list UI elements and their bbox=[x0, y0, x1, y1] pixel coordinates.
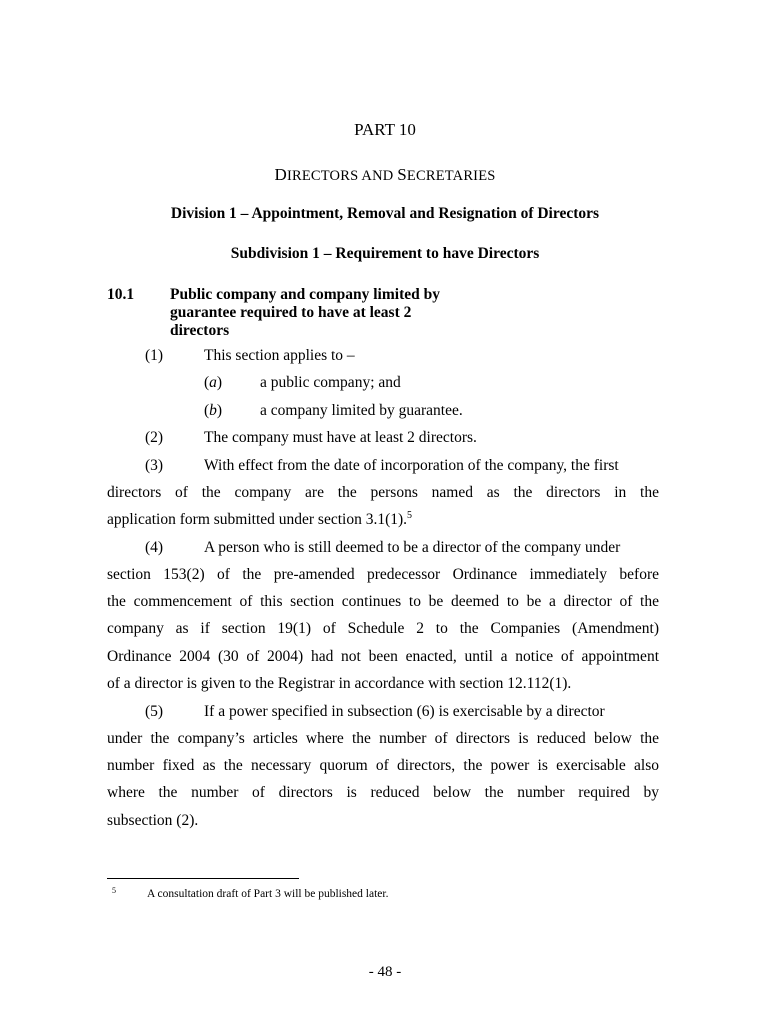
subsection-5-line: number fixed as the necessary quorum of directors, the power is exercisable also bbox=[107, 757, 659, 774]
subsection-4-number: (4) bbox=[145, 539, 164, 556]
subsection-5-number: (5) bbox=[145, 703, 164, 720]
paragraph-b-text: a company limited by guarantee. bbox=[260, 402, 463, 419]
subsection-1-number: (1) bbox=[145, 347, 164, 364]
subsection-5-first-line: If a power specified in subsection (6) is exercisable by a director bbox=[204, 703, 605, 720]
part-subtitle: DIRECTORS AND SECRETARIES bbox=[274, 165, 496, 184]
subsection-2-number: (2) bbox=[145, 429, 164, 446]
subsection-4-line: Ordinance 2004 (30 of 2004) had not been enacted, until a notice of appointment bbox=[107, 648, 659, 665]
section-heading: Public company and company limited by guarantee required to have at least 2 directors bbox=[170, 286, 440, 339]
subsection-4-first-line: A person who is still deemed to be a director of the company under bbox=[204, 539, 621, 556]
paragraph-a-text: a public company; and bbox=[260, 374, 401, 391]
division-heading: Division 1 – Appointment, Removal and Resignation of Directors bbox=[170, 205, 600, 222]
subsection-3-first-line: With effect from the date of incorporation of the company, the first bbox=[204, 457, 619, 474]
subsection-5-line: subsection (2). bbox=[107, 812, 199, 829]
page-number: - 48 - bbox=[368, 964, 402, 980]
footnote-reference: 5 bbox=[407, 510, 413, 521]
subsection-3-number: (3) bbox=[145, 457, 164, 474]
subsection-5-line: under the company’s articles where the number of directors is reduced below the bbox=[107, 730, 659, 747]
footnote-number: 5 bbox=[112, 886, 116, 895]
subdivision-heading: Subdivision 1 – Requirement to have Directors bbox=[230, 245, 540, 262]
subsection-4-line: section 153(2) of the pre-amended predecessor Ordinance immediately before bbox=[107, 566, 659, 583]
subsection-4-line: company as if section 19(1) of Schedule 2 to the Companies (Amendment) bbox=[107, 620, 659, 637]
footnote-separator bbox=[107, 878, 299, 879]
subsection-2-text: The company must have at least 2 directors. bbox=[204, 429, 477, 446]
subsection-3-line: application form submitted under section 3.1(1).$^5$ bbox=[107, 510, 413, 528]
section-number: 10.1 bbox=[107, 286, 135, 303]
part-title: PART 10 bbox=[354, 120, 416, 139]
subsection-4-line: of a director is given to the Registrar in accordance with section 12.112(1). bbox=[107, 675, 572, 692]
subsection-5-line: where the number of directors is reduced below the number required by bbox=[107, 784, 659, 801]
subsection-4-line: the commencement of this section continues to be deemed to be a director of the bbox=[107, 593, 659, 610]
paragraph-b-label: (b) bbox=[204, 402, 223, 419]
subsection-3-line: directors of the company are the persons named as the directors in the bbox=[107, 484, 659, 501]
footnote-text: A consultation draft of Part 3 will be published later. bbox=[147, 888, 389, 900]
subsection-1-text: This section applies to – bbox=[204, 347, 355, 364]
paragraph-a-label: (a) bbox=[204, 374, 223, 391]
